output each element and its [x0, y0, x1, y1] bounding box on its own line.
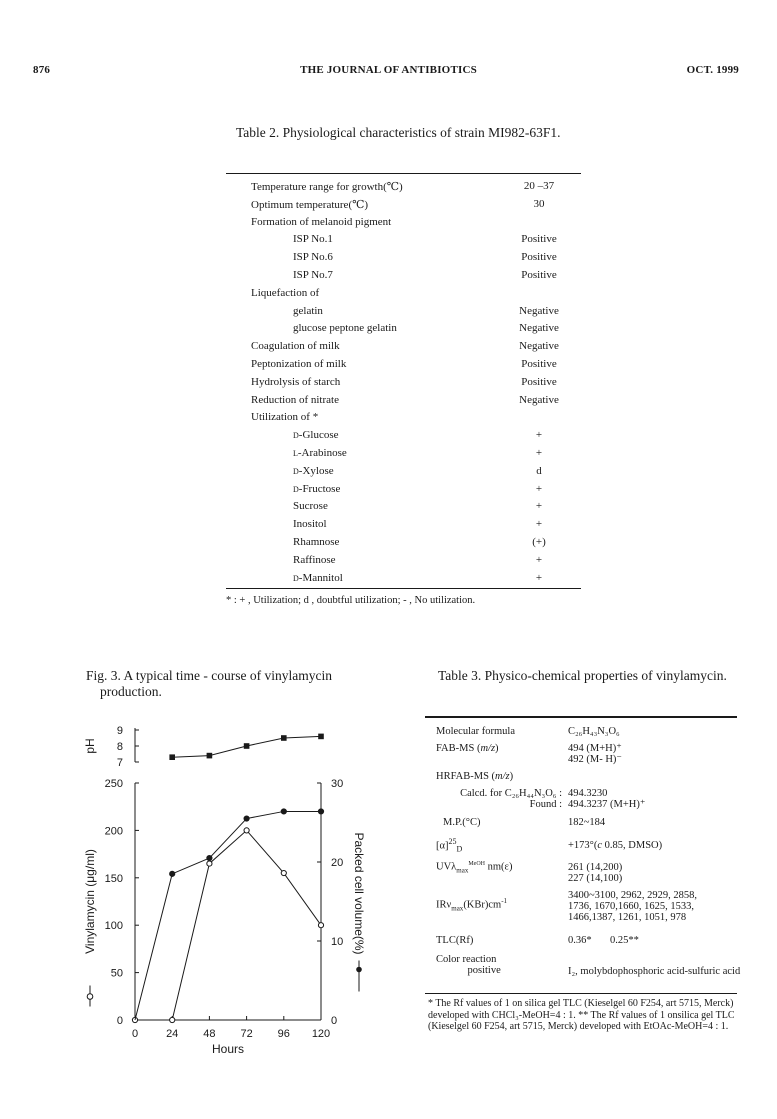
table2-row	[226, 198, 581, 215]
t3-value-ir: 3400~3100, 2962, 2929, 2858, 1736, 1670,1660, 1625, 1533, 1466,1387, 1261, 1051, 978	[568, 890, 698, 923]
table2-row-label: ISP No.6	[293, 251, 333, 264]
table2-row-value: Negative	[519, 393, 559, 406]
figure3-caption	[86, 668, 332, 700]
t3-value-mp: 182~184	[568, 817, 606, 828]
x-tick-label: 0	[131, 1028, 139, 1040]
table2-row-value: Positive	[521, 251, 557, 264]
table2-row	[226, 322, 581, 339]
table2-row-label: gelatin	[293, 304, 323, 317]
table2-caption: Table 2. Physiological characteristics of strain MI982-63F1.	[236, 125, 561, 140]
table2-row-value: 20 –37	[523, 180, 555, 192]
journal-title: THE JOURNAL OF ANTIBIOTICS	[300, 64, 477, 76]
table2-row-value: Negative	[519, 322, 559, 335]
figure3-caption-line2: production.	[100, 684, 162, 699]
figure3-chart	[70, 715, 370, 1056]
table2-row	[226, 500, 581, 517]
y-left-title-group	[83, 849, 97, 1006]
t3-label-rotation: $[\alpha]^{25}_D$	[436, 837, 463, 854]
table2-row-label: ISP No.1	[293, 233, 333, 246]
table2-row-label: D-Mannitol	[293, 571, 343, 584]
ph-panel	[83, 725, 324, 769]
y-right-tick-label: 20	[331, 857, 344, 869]
y-left-tick-label: 0	[116, 1015, 123, 1027]
series-line-packed-cell-volume	[135, 811, 321, 1020]
table2-footnote: * : + , Utilization; d , doubtful utilization; - , No utilization.	[226, 595, 476, 606]
table2-row-value: +	[535, 571, 543, 584]
table2-row-label: D-Glucose	[293, 429, 339, 442]
t3-value-rotation: +173°(c 0.85, DMSO)	[568, 840, 663, 851]
table2-row-value: Positive	[521, 233, 557, 246]
vinylamycin-point	[318, 923, 323, 928]
table2-row-label: Formation of melanoid pigment	[251, 215, 392, 228]
table3-caption: Table 3. Physico-chemical properties of vinylamycin.	[438, 668, 727, 683]
t3-label-tlc: TLC(Rf)	[436, 935, 474, 946]
y-right-title-group	[352, 832, 366, 991]
table2-row-label: Rhamnose	[293, 536, 340, 548]
table2-row-value: Positive	[521, 269, 557, 281]
y-right-axis-title: Packed cell volume(%)	[352, 832, 366, 955]
t3-label-uv: UVλ$_{max}^{MeOH}$ nm(ε)	[436, 861, 513, 875]
table3-footnote: * The Rf values of 1 on silica gel TLC (Kieselgel 60 F254, art 5715, Merck) developed with CHCl₃-MeOH=4 : 1. ** The Rf values of 1 onsilica gel TLC (Kieselgel 60 F254, art 5715, Merck) developed with EtOAc-MeOH=4 : 1.	[428, 998, 735, 1032]
table2-row-label: Reduction of nitrate	[251, 393, 339, 406]
vinylamycin-point	[170, 1017, 175, 1022]
legend-marker-filled-circle	[356, 967, 362, 973]
table2-row	[226, 251, 581, 268]
ph-point	[169, 754, 175, 760]
t3-label-color: Color reaction positive	[436, 954, 501, 976]
table2-row-label: Temperature range for growth(℃)	[251, 181, 403, 193]
table2-row-value: +	[535, 447, 543, 459]
ph-axis-title: pH	[83, 738, 97, 754]
table2-top-rule	[226, 173, 581, 174]
y-left-tick-label: 150	[104, 872, 123, 885]
t3-value-calcd: 494.3230 494.3237 (M+H)⁺	[568, 788, 646, 810]
y-right-tick-label: 0	[331, 1015, 338, 1027]
t3-label-ir: $IR\nu_{max}(KBr)cm^{-1}$	[436, 897, 508, 913]
t3-value-fabms: 494 (M+H)⁺ 492 (M- H)⁻	[568, 743, 622, 765]
t3-label-calcd: Calcd. for C₂₆H₄₄N₃O₆ : Found :	[460, 788, 562, 810]
table2-row	[226, 465, 581, 482]
table2-row-value: 30	[533, 197, 545, 210]
table2-bottom-rule	[226, 588, 581, 589]
table2-row-label: D-Xylose	[293, 464, 334, 477]
y-left-axis-title: Vinylamycin (μg/ml)	[83, 849, 97, 954]
table2-row-value: +	[535, 500, 543, 513]
table2-row-value: Negative	[519, 304, 559, 317]
table2-row-value: (+)	[532, 536, 546, 548]
table2-row	[226, 411, 581, 428]
x-tick-label: 120	[311, 1028, 331, 1040]
pcv-point	[170, 871, 175, 876]
main-panel	[83, 778, 366, 1056]
vinylamycin-point	[244, 828, 249, 833]
table2-row	[226, 518, 581, 535]
table2-row-value: +	[535, 482, 543, 495]
table2-row	[226, 358, 581, 375]
table2-row	[226, 572, 581, 589]
t3-label-mp: M.P.(°C)	[443, 817, 481, 828]
table2-row-value: Positive	[521, 375, 557, 388]
t3-value-uv: 261 (14,200) 227 (14,100)	[568, 862, 623, 884]
table2-row	[226, 216, 581, 233]
y-left-tick-label: 250	[104, 778, 123, 790]
table2-row-label: Optimum temperature(℃)	[251, 198, 369, 211]
t3-label-hrfabms: HRFAB-MS (m/z)	[436, 771, 514, 782]
y-left-tick-label: 50	[110, 967, 123, 980]
y-left-tick-label: 100	[104, 920, 123, 933]
ph-tick-label: 7	[116, 757, 123, 769]
table2-row	[226, 536, 581, 553]
table2-row	[226, 233, 581, 250]
table2-row-label: Hydrolysis of starch	[251, 375, 341, 388]
figure3-caption-line1: Fig. 3. A typical time - course of vinylamycin	[86, 668, 332, 683]
x-tick-label: 72	[240, 1028, 253, 1040]
table2-body	[226, 180, 581, 590]
ph-point	[244, 743, 250, 749]
ph-tick-label: 8	[116, 741, 123, 753]
table2-row-label: D-Fructose	[293, 482, 341, 495]
table2-row-value: Negative	[519, 340, 559, 353]
vinylamycin-point	[207, 861, 212, 866]
x-tick-label: 24	[166, 1028, 179, 1040]
page-number: 876	[33, 64, 51, 76]
t3-value-formula: C₂₆H₄₃N₃O₆	[568, 726, 620, 737]
table2-row	[226, 554, 581, 571]
table2-row-label: Sucrose	[293, 500, 328, 513]
y-right-tick-label: 10	[331, 936, 344, 948]
table2-row-label: Liquefaction of	[251, 286, 320, 299]
table2-row-value: Positive	[521, 358, 557, 370]
table2-row	[226, 287, 581, 304]
pcv-point	[244, 816, 249, 821]
y-right-tick-label: 30	[331, 778, 344, 790]
table2-row-value: d	[536, 464, 542, 477]
table2-row-label: glucose peptone gelatin	[293, 322, 397, 335]
t3-value-tlc: 0.36* 0.25**	[568, 935, 639, 946]
table2-row-label: Raffinose	[293, 553, 336, 566]
table2-row	[226, 180, 581, 197]
table3-body	[436, 724, 741, 994]
table2-row	[226, 429, 581, 446]
legend-marker-open-circle	[87, 994, 93, 1000]
table3-top-rule	[425, 716, 737, 718]
y-left-tick-label: 200	[104, 825, 123, 838]
table2-row	[226, 340, 581, 357]
table2-row	[226, 447, 581, 464]
x-tick-label: 48	[203, 1028, 216, 1040]
ph-tick-label: 9	[116, 725, 123, 737]
table2-row-label: Utilization of *	[251, 411, 319, 424]
table2-row-value: +	[535, 553, 543, 566]
table2-row-label: Coagulation of milk	[251, 340, 340, 353]
table2-row	[226, 269, 581, 286]
issue-date: OCT. 1999	[686, 64, 739, 76]
ph-title-group	[83, 738, 97, 753]
ph-point	[318, 734, 324, 740]
table2-row	[226, 394, 581, 411]
x-axis-title: Hours	[211, 1042, 245, 1056]
table2-row-label: Inositol	[293, 518, 327, 531]
ph-point	[207, 753, 213, 759]
pcv-point	[318, 809, 323, 814]
table2-row-label: ISP No.7	[293, 269, 333, 281]
table2-row	[226, 376, 581, 393]
ph-point	[281, 735, 287, 741]
table2-row-value: +	[535, 429, 543, 442]
table3-bottom-rule	[425, 993, 737, 994]
table2-row-label: L-Arabinose	[293, 447, 347, 459]
t3-value-color: I₂, molybdophosphoric acid-sulfuric acid	[568, 966, 741, 977]
t3-label-formula: Molecular formula	[436, 726, 516, 737]
x-tick-label: 96	[277, 1028, 290, 1040]
vinylamycin-point	[281, 870, 286, 875]
t3-label-fabms: FAB-MS (m/z)	[436, 743, 499, 754]
table2-row-label: Peptonization of milk	[251, 358, 347, 370]
table2-row	[226, 483, 581, 500]
pcv-point	[281, 809, 286, 814]
table2-row-value: +	[535, 518, 543, 531]
series-line-vinylamycin	[135, 830, 321, 1020]
pcv-point	[207, 855, 212, 860]
table2-row	[226, 305, 581, 322]
